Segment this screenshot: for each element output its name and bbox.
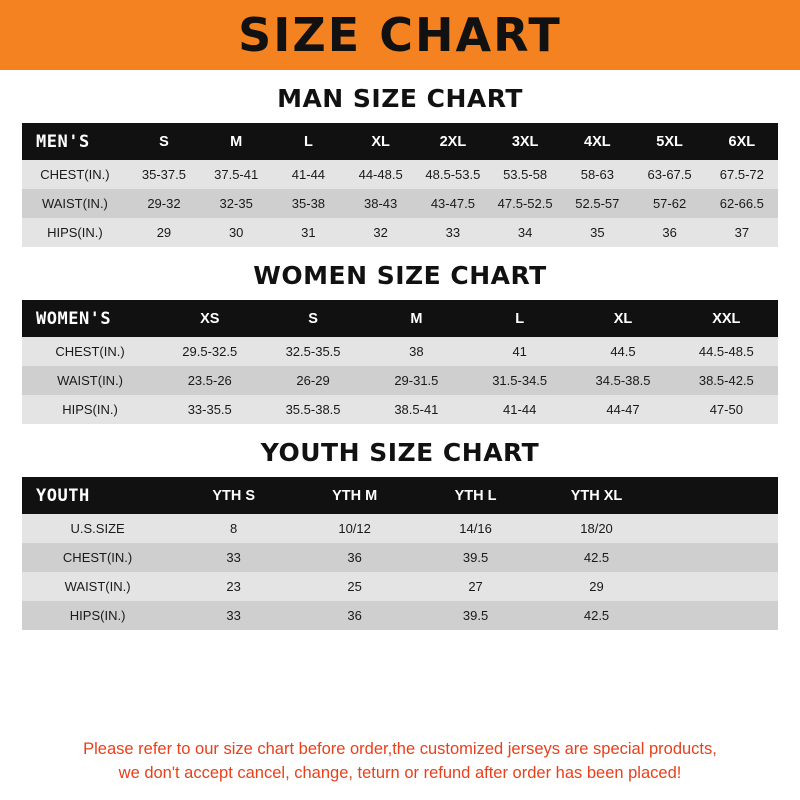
table-header-label: MEN'S xyxy=(36,131,90,152)
cell: 31 xyxy=(301,225,316,240)
cell: 41-44 xyxy=(291,167,326,182)
row-label: HIPS(IN.) xyxy=(62,402,118,417)
cell: 38 xyxy=(409,344,424,359)
cell: 52.5-57 xyxy=(575,196,620,211)
cell: 38.5-42.5 xyxy=(698,373,754,388)
cell: 44-47 xyxy=(606,402,640,417)
section-title-youth: YOUTH SIZE CHART xyxy=(260,438,540,467)
cell: 41-44 xyxy=(503,402,537,417)
cell: 32 xyxy=(373,225,388,240)
footer-line-1: Please refer to our size chart before order,the customized jerseys are special products, xyxy=(83,739,717,758)
section-women xyxy=(0,247,800,424)
col-header: L xyxy=(515,310,525,327)
cell: 53.5-58 xyxy=(503,167,548,182)
cell-empty xyxy=(657,514,778,543)
cell: 67.5-72 xyxy=(719,167,764,182)
table-row xyxy=(22,543,778,572)
cell: 27 xyxy=(468,579,483,594)
row-label: WAIST(IN.) xyxy=(41,196,108,211)
table-row xyxy=(22,601,778,630)
cell: 62-66.5 xyxy=(719,196,764,211)
cell: 18/20 xyxy=(580,521,613,536)
cell: 33 xyxy=(226,550,241,565)
table-row xyxy=(22,395,778,424)
row-label: CHEST(IN.) xyxy=(62,550,133,565)
cell: 32.5-35.5 xyxy=(285,344,341,359)
cell: 58-63 xyxy=(580,167,614,182)
cell: 32-35 xyxy=(219,196,253,211)
cell: 35-38 xyxy=(291,196,326,211)
row-label: WAIST(IN.) xyxy=(64,579,131,594)
cell: 44.5-48.5 xyxy=(698,344,754,359)
cell: 47.5-52.5 xyxy=(497,196,553,211)
cell: 10/12 xyxy=(338,521,371,536)
row-label: CHEST(IN.) xyxy=(55,344,125,359)
cell-empty xyxy=(657,543,778,572)
col-header: YTH M xyxy=(332,487,378,504)
col-header: M xyxy=(230,133,243,150)
col-header: YTH XL xyxy=(570,487,623,504)
col-header: 6XL xyxy=(728,133,756,150)
cell: 38.5-41 xyxy=(394,402,439,417)
cell: 36 xyxy=(347,608,362,623)
col-header: 5XL xyxy=(656,133,683,150)
cell: 35-37.5 xyxy=(141,167,186,182)
col-header: YTH L xyxy=(454,487,497,504)
cell: 44-48.5 xyxy=(358,167,403,182)
col-header: S xyxy=(308,310,318,327)
cell: 37.5-41 xyxy=(214,167,259,182)
cell: 33-35.5 xyxy=(187,402,232,417)
cell: 57-62 xyxy=(652,196,687,211)
col-header: XL xyxy=(371,133,390,150)
col-header: 2XL xyxy=(439,133,467,150)
row-label: CHEST(IN.) xyxy=(40,167,110,182)
col-header: XS xyxy=(200,310,220,327)
cell: 44.5 xyxy=(610,344,636,359)
table-row xyxy=(22,160,778,189)
footer-line-2: we don't accept cancel, change, teturn or refund after order has been placed! xyxy=(118,764,682,783)
cell: 14/16 xyxy=(459,521,492,536)
cell: 29-32 xyxy=(147,196,181,211)
table-row xyxy=(22,189,778,218)
table-row xyxy=(22,572,778,601)
footer-note xyxy=(0,727,800,800)
cell: 23.5-26 xyxy=(187,373,232,388)
row-label: U.S.SIZE xyxy=(70,521,125,536)
cell: 29 xyxy=(589,579,604,594)
table-header-row xyxy=(22,300,778,337)
col-header-empty xyxy=(657,477,778,514)
cell: 33 xyxy=(445,225,461,240)
cell: 29-31.5 xyxy=(394,373,439,388)
table-header-label: YOUTH xyxy=(36,485,90,506)
cell: 48.5-53.5 xyxy=(425,167,481,182)
table-header-row xyxy=(22,123,778,160)
col-header: 3XL xyxy=(511,133,539,150)
cell: 36 xyxy=(662,225,677,240)
cell-empty xyxy=(657,572,778,601)
men-size-table xyxy=(22,123,778,247)
col-header: 4XL xyxy=(584,133,611,150)
section-men xyxy=(0,70,800,247)
cell: 39.5 xyxy=(462,550,489,565)
table-header-row xyxy=(22,477,778,514)
cell: 26-29 xyxy=(296,373,330,388)
row-label: HIPS(IN.) xyxy=(69,608,126,623)
cell: 35.5-38.5 xyxy=(285,402,341,417)
col-header: M xyxy=(410,310,423,327)
col-header: YTH S xyxy=(212,487,256,504)
cell: 31.5-34.5 xyxy=(492,373,548,388)
page-title: SIZE CHART xyxy=(238,8,562,62)
table-header-label: WOMEN'S xyxy=(36,308,112,329)
cell-empty xyxy=(657,601,778,630)
section-title-women: WOMEN SIZE CHART xyxy=(253,261,547,290)
row-label: HIPS(IN.) xyxy=(47,225,103,240)
cell: 47-50 xyxy=(709,402,743,417)
cell: 23 xyxy=(226,579,241,594)
col-header: L xyxy=(303,133,313,150)
cell: 30 xyxy=(228,225,244,240)
table-row xyxy=(22,218,778,247)
cell: 38-43 xyxy=(364,196,398,211)
table-row xyxy=(22,366,778,395)
cell: 37 xyxy=(734,225,750,240)
col-header: XXL xyxy=(712,310,741,327)
cell: 29 xyxy=(156,225,172,240)
cell: 34.5-38.5 xyxy=(595,373,651,388)
cell: 63-67.5 xyxy=(647,167,692,182)
cell: 25 xyxy=(347,579,362,594)
cell: 42.5 xyxy=(583,608,610,623)
cell: 33 xyxy=(226,608,241,623)
cell: 29.5-32.5 xyxy=(182,344,238,359)
women-size-table xyxy=(22,300,778,424)
section-title-men: MAN SIZE CHART xyxy=(277,84,523,113)
row-label: WAIST(IN.) xyxy=(57,373,124,388)
cell: 36 xyxy=(347,550,362,565)
cell: 35 xyxy=(590,225,605,240)
col-header: XL xyxy=(613,310,633,327)
cell: 41 xyxy=(512,344,527,359)
table-row xyxy=(22,514,778,543)
cell: 42.5 xyxy=(583,550,610,565)
cell: 39.5 xyxy=(462,608,489,623)
youth-size-table xyxy=(22,477,778,630)
cell: 34 xyxy=(517,225,533,240)
page-header xyxy=(0,0,800,70)
col-header: S xyxy=(159,133,169,150)
cell: 8 xyxy=(230,521,238,536)
table-row xyxy=(22,337,778,366)
section-youth xyxy=(0,424,800,630)
cell: 43-47.5 xyxy=(430,196,475,211)
